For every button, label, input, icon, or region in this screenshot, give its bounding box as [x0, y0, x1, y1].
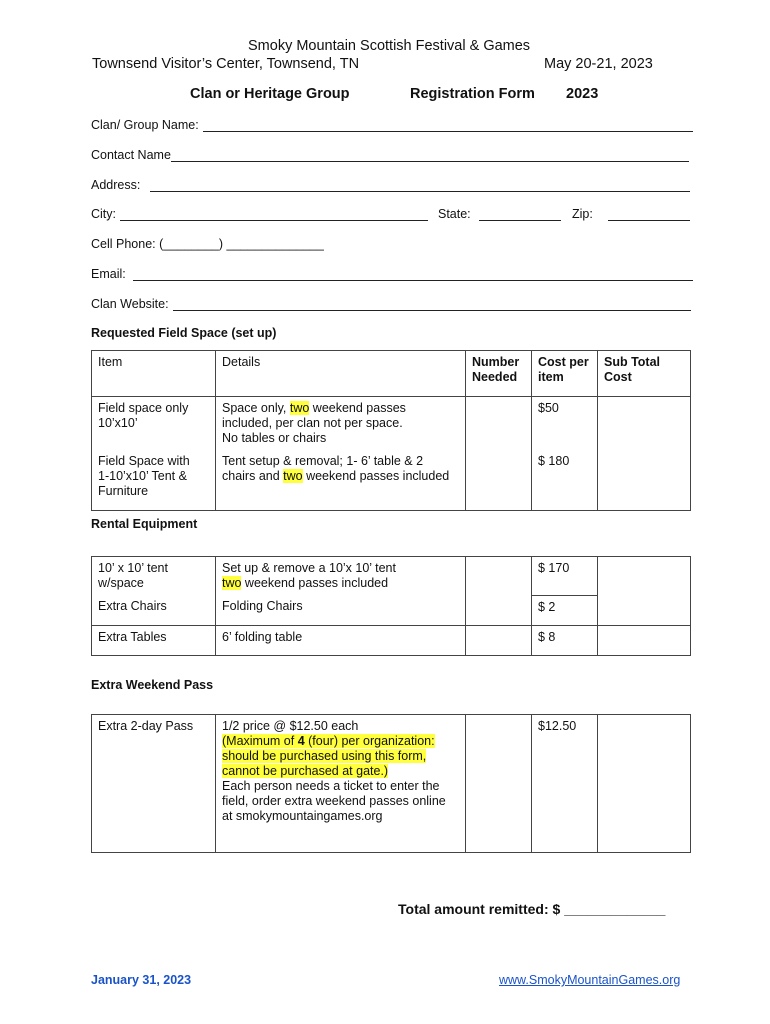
field-space-header-row	[92, 351, 691, 397]
contact-name-label: Contact Name	[91, 148, 171, 162]
form-year: 2023	[566, 86, 599, 102]
table-row	[92, 595, 691, 625]
field-space-title: Requested Field Space (set up)	[91, 326, 277, 340]
number-needed-input[interactable]	[466, 715, 532, 853]
subtotal-input[interactable]	[598, 450, 691, 510]
item-cell: Field Space with 1-10’x10’ Tent & Furniture	[92, 450, 216, 510]
number-needed-input[interactable]	[466, 450, 532, 510]
state-line[interactable]	[479, 220, 561, 221]
address-label: Address:	[91, 178, 141, 192]
table-row	[92, 715, 691, 853]
number-needed-input[interactable]	[466, 595, 532, 625]
rental-title: Rental Equipment	[91, 517, 198, 531]
details-cell: 6’ folding table	[216, 625, 466, 655]
extra-pass-title: Extra Weekend Pass	[91, 678, 214, 692]
header-number-needed: Number Needed	[466, 351, 532, 397]
footer-website-link[interactable]: www.SmokyMountainGames.org	[499, 973, 681, 987]
subtotal-input[interactable]	[598, 595, 691, 625]
extra-pass-table	[91, 714, 691, 853]
email-label: Email:	[91, 267, 126, 281]
city-line[interactable]	[120, 220, 428, 221]
details-cell: Tent setup & removal; 1- 6’ table & 2 chairs and two weekend passes included	[216, 450, 466, 510]
cost-cell: $ 2	[532, 595, 598, 625]
event-title: Smoky Mountain Scottish Festival & Games	[248, 38, 531, 54]
table-row	[92, 450, 691, 510]
footer-date: January 31, 2023	[91, 973, 192, 987]
venue: Townsend Visitor’s Center, Townsend, TN	[92, 56, 360, 72]
table-row	[92, 397, 691, 451]
details-cell: Space only, two weekend passes included, per clan not per space. No tables or chairs	[216, 397, 466, 451]
rental-table	[91, 556, 691, 656]
email-line[interactable]	[133, 280, 693, 281]
cost-cell: $ 8	[532, 625, 598, 655]
contact-name-line[interactable]	[171, 161, 689, 162]
state-label: State:	[438, 207, 471, 221]
item-cell: Extra Tables	[92, 625, 216, 655]
header-subtotal: Sub Total Cost	[598, 351, 691, 397]
form-name: Registration Form	[410, 86, 535, 102]
header-cost-per-item: Cost per item	[532, 351, 598, 397]
group-type-title: Clan or Heritage Group	[190, 86, 350, 102]
cell-phone-field[interactable]: Cell Phone: (________) ______________	[91, 237, 324, 251]
header-details: Details	[216, 351, 466, 397]
field-space-table	[91, 350, 691, 511]
city-label: City:	[91, 207, 116, 221]
website-label: Clan Website:	[91, 297, 169, 311]
table-row	[92, 557, 691, 596]
subtotal-input[interactable]	[598, 397, 691, 451]
zip-label: Zip:	[572, 207, 593, 221]
item-cell: Extra Chairs	[92, 595, 216, 625]
number-needed-input[interactable]	[466, 397, 532, 451]
number-needed-input[interactable]	[466, 625, 532, 655]
clan-group-name-label: Clan/ Group Name:	[91, 118, 199, 132]
item-cell: Extra 2-day Pass	[92, 715, 216, 853]
cost-cell: $12.50	[532, 715, 598, 853]
total-amount-field[interactable]: Total amount remitted: $ _____________	[398, 901, 666, 917]
subtotal-input[interactable]	[598, 557, 691, 596]
item-cell: Field space only 10’x10’	[92, 397, 216, 451]
zip-line[interactable]	[608, 220, 690, 221]
address-line[interactable]	[150, 191, 690, 192]
details-cell: Folding Chairs	[216, 595, 466, 625]
details-cell: Set up & remove a 10’x 10’ tent two weekend passes included	[216, 557, 466, 596]
header-item: Item	[92, 351, 216, 397]
subtotal-input[interactable]	[598, 715, 691, 853]
number-needed-input[interactable]	[466, 557, 532, 596]
cost-cell: $ 180	[532, 450, 598, 510]
clan-group-name-line[interactable]	[203, 131, 693, 132]
item-cell: 10’ x 10’ tent w/space	[92, 557, 216, 596]
event-dates: May 20-21, 2023	[544, 56, 653, 72]
website-line[interactable]	[173, 310, 691, 311]
details-cell: 1/2 price @ $12.50 each (Maximum of 4 (four) per organization: should be purchased using this form, cannot be purchased at gate.) Each person needs a ticket to enter the field, order extra weekend passes online at smokymountaingames.org	[216, 715, 466, 853]
cost-cell: $50	[532, 397, 598, 451]
subtotal-input[interactable]	[598, 625, 691, 655]
cost-cell: $ 170	[532, 557, 598, 596]
table-row	[92, 625, 691, 655]
